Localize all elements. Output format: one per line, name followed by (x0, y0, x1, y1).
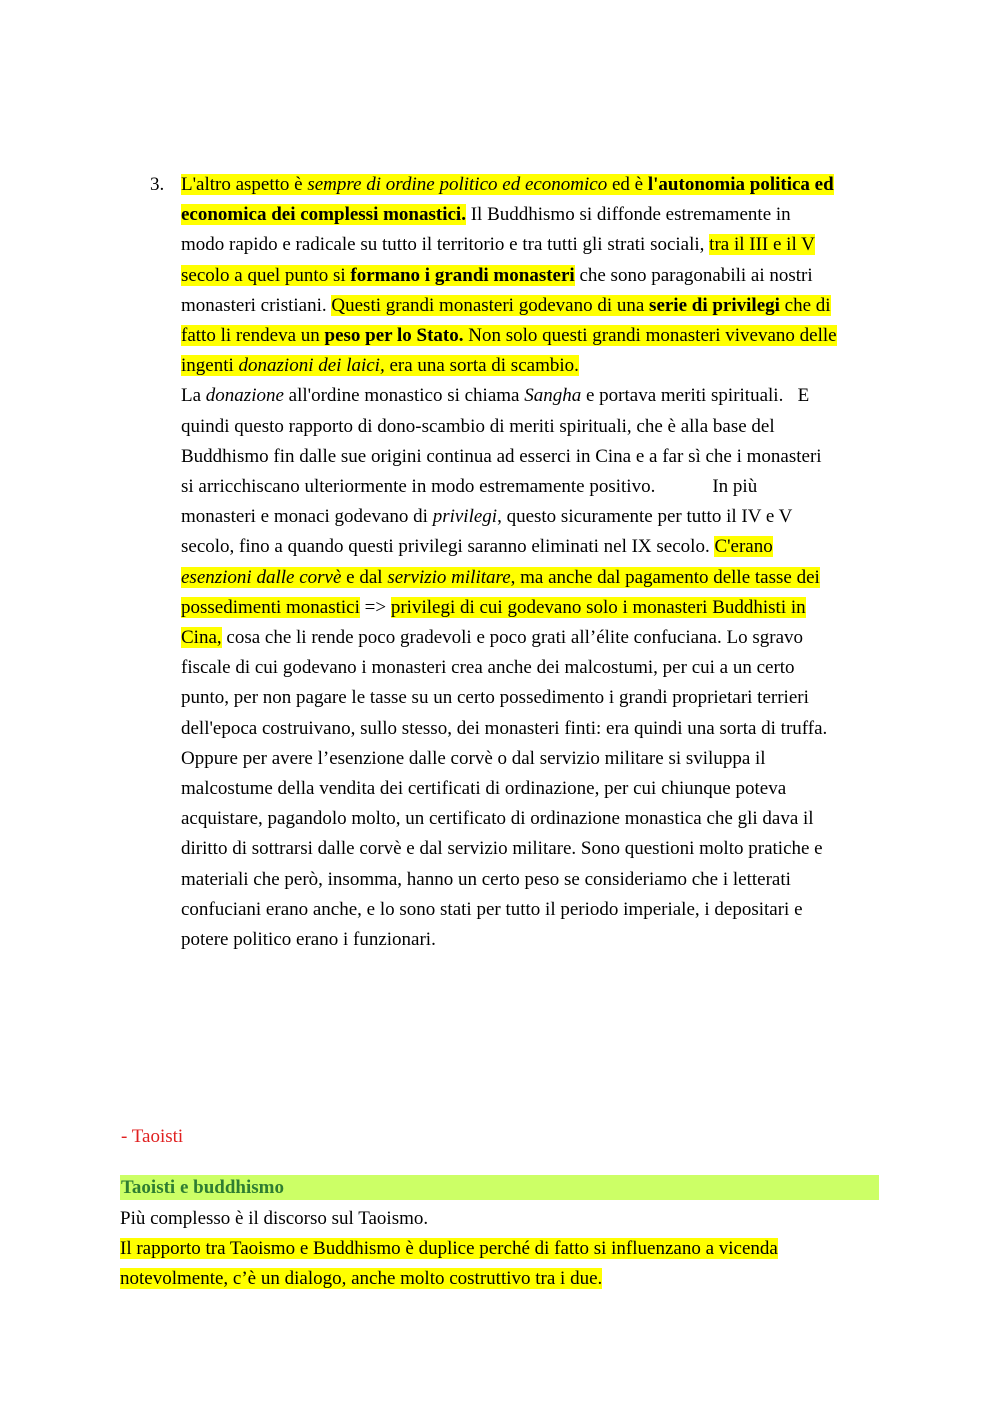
item-line (181, 351, 579, 381)
text-run: era una sorta di scambio. (384, 355, 579, 377)
text-run: malcostume della vendita dei certificati di ordinazione, per cui chiunque poteva (181, 778, 787, 799)
item-line (181, 502, 792, 532)
item-line (181, 532, 773, 562)
text-run: Questi grandi monasteri godevano di una (331, 294, 650, 316)
item-line (181, 442, 822, 472)
text-run: monasteri cristiani. (181, 294, 332, 316)
text-run: secolo a quel punto si (181, 264, 351, 286)
item-line (181, 381, 809, 411)
section-subheading: Taoisti e buddhismo (121, 1177, 284, 1198)
item-line (181, 261, 813, 291)
text-run: tra il III e il V (709, 234, 815, 256)
item-line (181, 200, 791, 230)
item-line (181, 925, 436, 955)
text-run: sempre di ordine politico ed economico (307, 174, 608, 195)
text-run: materiali che però, insomma, hanno un certo peso se consideriamo che i letterati (181, 868, 791, 890)
item-line (181, 895, 803, 925)
text-run: diritto di sottrarsi dalle corvè e dal servizio militare. Sono questioni molto pratiche e (181, 838, 823, 860)
text-run: formano i grandi monasteri (350, 264, 575, 286)
text-run: fatto li rendeva un (181, 325, 325, 346)
text-run: potere politico erano i funzionari. (181, 929, 436, 950)
item-line (181, 230, 815, 260)
text-run: notevolmente, c’è un dialogo, anche molto costruttivo tra i due. (120, 1268, 603, 1290)
text-run: Il Buddhismo si diffonde estremamente in (465, 204, 791, 226)
text-run: Sangha (524, 385, 582, 407)
text-run: privilegi di cui godevano solo i monasteri Buddhisti in (390, 596, 806, 618)
text-run: serie di privilegi (649, 294, 780, 316)
text-run: Il rapporto tra Taoismo e Buddhismo è duplice perché di fatto si influenzano a vicenda (120, 1238, 778, 1260)
text-run: fiscale di cui godevano i monasteri crea anche dei malcostumi, per cui a un certo (181, 657, 795, 679)
item-line (181, 593, 806, 623)
item-line (181, 472, 757, 502)
item-line (181, 744, 766, 774)
text-run: ingenti (181, 355, 239, 377)
text-run: e portava meriti spirituali. E (581, 385, 810, 407)
section-line (120, 1234, 778, 1264)
text-run: privilegi (432, 506, 498, 528)
text-run: , questo sicuramente per tutto il IV e V (497, 506, 793, 528)
text-run: all'ordine monastico si chiama (283, 385, 525, 407)
text-run: Buddhismo fin dalle sue origini continua ad esserci in Cina e a far sì che i monasteri (181, 445, 822, 467)
text-run: ed è (607, 174, 648, 195)
text-run: Non solo questi grandi monasteri vivevano delle (463, 325, 837, 346)
section-line (120, 1204, 428, 1234)
item-line (181, 683, 809, 713)
text-run: l'autonomia politica ed (647, 174, 834, 195)
text-run: esenzioni dalle corvè (181, 566, 342, 588)
item-line (181, 412, 775, 442)
text-run: cosa che li rende poco gradevoli e poco grati all’élite confuciana. Lo sgravo (221, 627, 804, 648)
text-run: La (181, 385, 206, 407)
item-line (181, 170, 834, 200)
text-run: possedimenti monastici (181, 596, 360, 618)
text-run: punto, per non pagare le tasse su un certo possedimento i grandi proprietari terrieri (181, 687, 809, 709)
item-line (181, 321, 837, 351)
text-run: Più complesso è il discorso sul Taoismo. (120, 1208, 429, 1229)
list-item-number: 3. (150, 174, 165, 195)
item-line (181, 865, 791, 895)
text-run: che sono paragonabili ai nostri (574, 264, 813, 286)
text-run: confuciani erano anche, e lo sono stati per tutto il periodo imperiale, i depositari e (181, 898, 803, 920)
text-run: e dal (341, 566, 388, 588)
item-line (181, 834, 823, 864)
text-run: L'altro aspetto è (181, 174, 308, 195)
text-run: donazioni dei laici, (238, 355, 385, 377)
item-line (181, 653, 795, 683)
text-run: dell'epoca costruivano, sullo stesso, dei monasteri finti: era quindi una sorta di truffa. (181, 717, 828, 739)
text-run: C'erano (714, 536, 773, 558)
text-run: modo rapido e radicale su tutto il territorio e tra tutti gli strati sociali, (181, 234, 710, 256)
item-line (181, 714, 827, 744)
item-line (181, 563, 820, 593)
text-run: secolo, fino a quando questi privilegi saranno eliminati nel IX secolo. (181, 536, 715, 558)
text-run: monasteri e monaci godevano di (181, 506, 433, 528)
text-run: Oppure per avere l’esenzione dalle corvè o dal servizio militare si sviluppa il (181, 747, 766, 769)
item-line (181, 774, 786, 804)
text-run: si arricchiscano ulteriormente in modo estremamente positivo. In più (181, 476, 758, 497)
item-line (181, 291, 831, 321)
item-line (181, 623, 803, 653)
text-run: => (359, 596, 391, 618)
text-run: che di (779, 294, 831, 316)
item-line (181, 804, 814, 834)
text-run: peso per lo Stato. (324, 325, 464, 346)
text-run: quindi questo rapporto di dono-scambio di meriti spirituali, che è alla base del (181, 415, 775, 437)
text-run: Cina, (181, 627, 222, 648)
section-line (120, 1264, 602, 1294)
section-heading: - Taoisti (121, 1126, 184, 1147)
text-run: acquistare, pagandolo molto, un certificato di ordinazione monastica che gli dava il (181, 808, 814, 830)
text-run: servizio militare (387, 566, 511, 588)
text-run: donazione (205, 385, 284, 407)
text-run: , ma anche dal pagamento delle tasse dei (510, 566, 820, 588)
text-run: economica dei complessi monastici. (181, 204, 466, 226)
